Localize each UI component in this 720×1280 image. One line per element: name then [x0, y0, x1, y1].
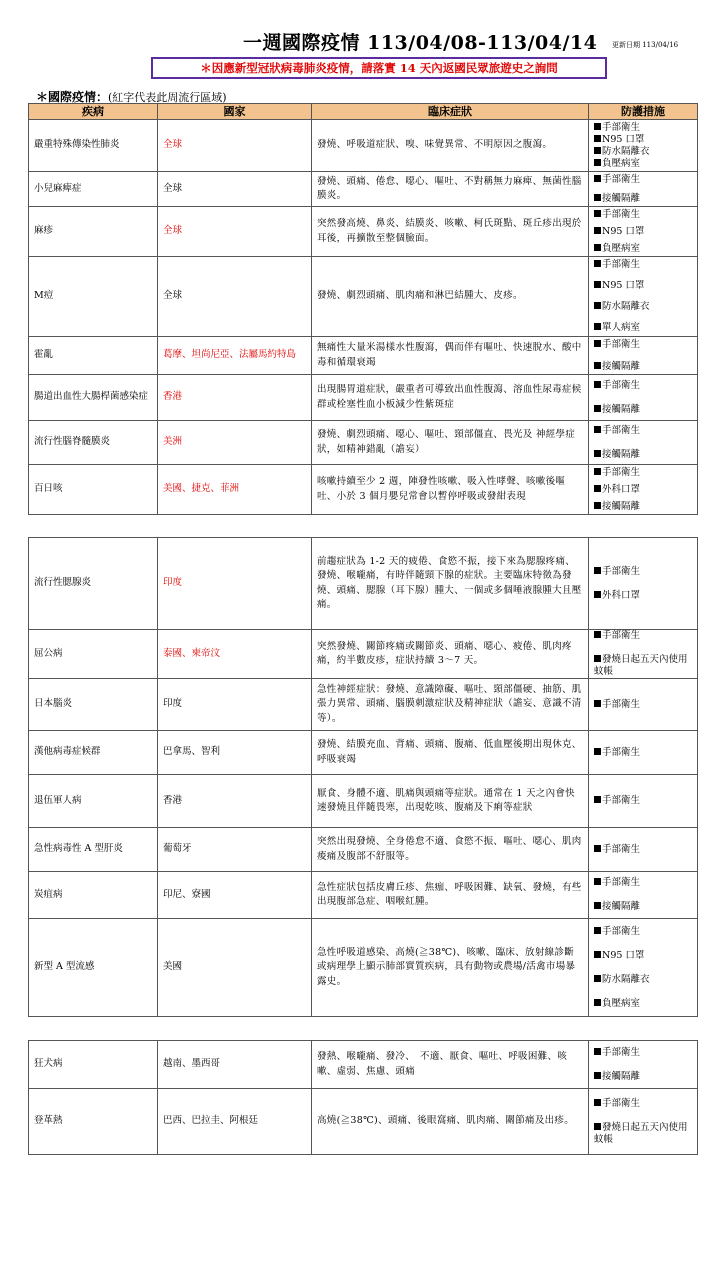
square-bullet-icon — [594, 362, 601, 369]
symptoms-cell: 發燒、劇烈頭痛、肌肉痛和淋巴結腫大、皮疹。 — [312, 257, 589, 337]
symptoms-cell: 發燒、呼吸道症狀、嗅、味覺異常、不明原因之腹瀉。 — [312, 120, 589, 172]
protection-label: 防水隔離衣 — [602, 145, 650, 157]
protection-cell — [589, 257, 698, 337]
table-row — [29, 630, 698, 679]
protection-label: 手部衛生 — [602, 1046, 641, 1058]
protection-label: 手部衛生 — [602, 379, 641, 391]
protection-item — [594, 1122, 692, 1146]
protection-item — [594, 974, 692, 986]
square-bullet-icon — [594, 405, 601, 412]
protection-item — [594, 1047, 692, 1059]
table-row — [29, 919, 698, 1017]
symptoms-cell: 高燒(≧38℃)、頭痛、後眼窩痛、肌肉痛、關節痛及出疹。 — [312, 1089, 589, 1155]
protection-cell — [589, 731, 698, 775]
symptoms-cell: 急性神經症狀：發燒、意識障礙、嘔吐、頸部僵硬、抽筋、肌張力異常、頭痛、腦膜刺激症狀及精神症狀（譫妄、意識不清等）。 — [312, 679, 589, 731]
protection-label: 負壓病室 — [602, 242, 641, 254]
protection-label: N95 口罩 — [602, 279, 645, 291]
protection-item — [594, 844, 692, 856]
disease-cell: 新型 A 型流感 — [29, 919, 158, 1017]
protection-item — [594, 501, 692, 513]
square-bullet-icon — [594, 951, 601, 958]
square-bullet-icon — [594, 194, 601, 201]
square-bullet-icon — [594, 1099, 601, 1106]
symptoms-cell: 前趨症狀為 1-2 天的疲倦、食慾不振，接下來為腮腺疼痛、發燒、喉嚨痛，有時伴隨頸下腺的症狀。主要臨床特徵為發燒、頭痛、腮腺（耳下腺）腫大、一個或多個唾液腺腫大且壓痛。 — [312, 538, 589, 630]
protection-cell — [589, 919, 698, 1017]
country-cell: 全球 — [158, 257, 312, 337]
table-row — [29, 828, 698, 872]
protection-label: 手部衛生 — [602, 746, 641, 758]
protection-cell — [589, 465, 698, 515]
country-cell: 香港 — [158, 375, 312, 421]
table-row — [29, 257, 698, 337]
protection-label: 防水隔離衣 — [602, 301, 650, 313]
symptoms-cell: 咳嗽持續至少 2 週，陣發性咳嗽、吸入性哮聲、咳嗽後嘔吐、小於 3 個月嬰兒常會以暫停呼吸或發紺表現 — [312, 465, 589, 515]
square-bullet-icon — [594, 450, 601, 457]
square-bullet-icon — [594, 567, 601, 574]
square-bullet-icon — [594, 631, 601, 638]
disease-cell: 炭疽病 — [29, 872, 158, 919]
table-row — [29, 207, 698, 257]
disease-cell: 流行性腦脊髓膜炎 — [29, 421, 158, 465]
protection-item — [594, 146, 692, 158]
protection-cell — [589, 872, 698, 919]
square-bullet-icon — [594, 260, 601, 267]
table-row — [29, 465, 698, 515]
table-row — [29, 538, 698, 630]
section-note: (紅字代表此周流行區域) — [108, 91, 227, 104]
protection-label: 手部衛生 — [602, 843, 641, 855]
protection-cell — [589, 1089, 698, 1155]
country-cell: 葛摩、坦尚尼亞、法屬馬約特島 — [158, 337, 312, 375]
protection-label: 發燒日起五天內使用蚊帳 — [594, 1121, 688, 1145]
square-bullet-icon — [594, 748, 601, 755]
table-row — [29, 679, 698, 731]
square-bullet-icon — [594, 591, 601, 598]
disease-cell: 登革熱 — [29, 1089, 158, 1155]
header-symptoms: 臨床症狀 — [312, 104, 589, 120]
symptoms-cell: 突然出現發燒、全身倦怠不適、食慾不振、嘔吐、噁心、肌肉痠痛及腹部不舒服等。 — [312, 828, 589, 872]
protection-item — [594, 193, 692, 205]
protection-label: N95 口罩 — [602, 133, 645, 145]
square-bullet-icon — [594, 502, 601, 509]
header-protection: 防護措施 — [589, 104, 698, 120]
protection-item — [594, 998, 692, 1010]
symptoms-cell: 發燒、劇烈頭痛、噁心、嘔吐、頸部僵直、畏光及 神經學症狀，如精神錯亂（譫妄） — [312, 421, 589, 465]
table-row — [29, 421, 698, 465]
square-bullet-icon — [594, 902, 601, 909]
section-title: ＊國際疫情： — [36, 90, 109, 104]
protection-label: 接觸隔離 — [602, 500, 641, 512]
protection-item — [594, 484, 692, 496]
protection-label: 外科口罩 — [602, 483, 641, 495]
protection-label: 手部衛生 — [602, 630, 641, 641]
protection-item — [594, 122, 692, 134]
country-cell: 葡萄牙 — [158, 828, 312, 872]
square-bullet-icon — [594, 340, 601, 347]
protection-item — [594, 322, 692, 334]
protection-label: 防水隔離衣 — [602, 973, 650, 985]
protection-cell — [589, 207, 698, 257]
protection-item — [594, 795, 692, 807]
square-bullet-icon — [594, 210, 601, 217]
protection-label: 手部衛生 — [602, 698, 641, 710]
protection-cell — [589, 828, 698, 872]
table-row — [29, 172, 698, 207]
square-bullet-icon — [594, 159, 601, 166]
protection-item — [594, 747, 692, 759]
protection-item — [594, 380, 692, 392]
disease-cell: 腸道出血性大腸桿菌感染症 — [29, 375, 158, 421]
disease-cell: 霍亂 — [29, 337, 158, 375]
symptoms-cell: 突然發燒、關節疼痛或關節炎、頭痛、噁心、疲倦、肌肉疼痛，約半數皮疹，症狀持續 3～7 天。 — [312, 630, 589, 679]
protection-label: N95 口罩 — [602, 225, 645, 237]
country-cell: 美洲 — [158, 421, 312, 465]
table-row — [29, 1041, 698, 1089]
protection-item — [594, 630, 692, 642]
protection-label: 手部衛生 — [602, 466, 641, 478]
disease-cell: M痘 — [29, 257, 158, 337]
square-bullet-icon — [594, 381, 601, 388]
protection-item — [594, 950, 692, 962]
table-row — [29, 731, 698, 775]
protection-item — [594, 361, 692, 373]
square-bullet-icon — [594, 123, 601, 130]
protection-item — [594, 449, 692, 461]
protection-label: 手部衛生 — [602, 424, 641, 436]
protection-label: 手部衛生 — [602, 121, 641, 133]
country-cell: 美國 — [158, 919, 312, 1017]
symptoms-cell: 出現腸胃道症狀，嚴重者可導致出血性腹瀉、溶血性尿毒症候 群或栓塞性血小板減少性紫斑症 — [312, 375, 589, 421]
update-date: 更新日期 113/04/16 — [612, 41, 679, 49]
square-bullet-icon — [594, 323, 601, 330]
disease-cell: 漢他病毒症候群 — [29, 731, 158, 775]
epidemic-table-3 — [28, 1040, 698, 1155]
protection-label: 手部衛生 — [602, 1097, 641, 1109]
protection-label: 手部衛生 — [602, 565, 641, 577]
square-bullet-icon — [594, 878, 601, 885]
country-cell: 越南、墨西哥 — [158, 1041, 312, 1089]
protection-label: 接觸隔離 — [602, 448, 641, 460]
protection-label: 外科口罩 — [602, 589, 641, 601]
protection-item — [594, 566, 692, 578]
protection-label: 接觸隔離 — [602, 192, 641, 204]
disease-cell: 嚴重特殊傳染性肺炎 — [29, 120, 158, 172]
protection-item — [594, 877, 692, 889]
country-cell: 泰國、柬帝汶 — [158, 630, 312, 679]
protection-item — [594, 301, 692, 313]
square-bullet-icon — [594, 1123, 601, 1130]
country-cell: 印度 — [158, 679, 312, 731]
protection-label: 手部衛生 — [602, 877, 641, 888]
protection-cell — [589, 120, 698, 172]
symptoms-cell: 急性症狀包括皮膚丘疹、焦痂、呼吸困難、缺氧、發燒，有些出現腹部急症、咽喉紅腫。 — [312, 872, 589, 919]
country-cell: 巴西、巴拉圭、阿根廷 — [158, 1089, 312, 1155]
symptoms-cell: 突然發高燒、鼻炎、結膜炎、咳嗽、柯氏斑點、斑丘疹出現於耳後，再擴散至整個臉面。 — [312, 207, 589, 257]
table-row — [29, 337, 698, 375]
protection-item — [594, 226, 692, 238]
protection-cell — [589, 630, 698, 679]
table-row — [29, 120, 698, 172]
protection-label: 接觸隔離 — [602, 1070, 641, 1082]
square-bullet-icon — [594, 147, 601, 154]
square-bullet-icon — [594, 999, 601, 1006]
protection-label: 手部衛生 — [602, 208, 641, 220]
disease-cell: 麻疹 — [29, 207, 158, 257]
protection-cell — [589, 375, 698, 421]
square-bullet-icon — [594, 927, 601, 934]
square-bullet-icon — [594, 135, 601, 142]
square-bullet-icon — [594, 281, 601, 288]
table-row — [29, 775, 698, 828]
protection-label: N95 口罩 — [602, 949, 645, 961]
protection-item — [594, 654, 692, 678]
protection-item — [594, 467, 692, 479]
table-row — [29, 872, 698, 919]
notice-banner: ＊因應新型冠狀病毒肺炎疫情，請落實 14 天內返國民眾旅遊史之詢問 — [151, 57, 607, 79]
square-bullet-icon — [594, 175, 601, 182]
protection-item — [594, 1071, 692, 1083]
disease-cell: 屈公病 — [29, 630, 158, 679]
protection-cell — [589, 679, 698, 731]
square-bullet-icon — [594, 845, 601, 852]
symptoms-cell: 發燒、結膜充血、背痛、頭痛、腹痛、低血壓後期出現休克、呼吸衰竭 — [312, 731, 589, 775]
protection-item — [594, 901, 692, 913]
protection-cell — [589, 421, 698, 465]
protection-item — [594, 134, 692, 146]
protection-cell — [589, 775, 698, 828]
protection-label: 單人病室 — [602, 322, 641, 334]
square-bullet-icon — [594, 655, 601, 662]
disease-cell: 日本腦炎 — [29, 679, 158, 731]
country-cell: 全球 — [158, 207, 312, 257]
protection-cell — [589, 172, 698, 207]
header-disease: 疾病 — [29, 104, 158, 120]
protection-label: 手部衛生 — [602, 338, 641, 350]
symptoms-cell: 發燒、頭痛、倦怠、噁心、嘔吐、不對稱無力麻痺、無菌性腦膜炎。 — [312, 172, 589, 207]
protection-item — [594, 243, 692, 255]
symptoms-cell: 無痛性大量米湯樣水性腹瀉，偶而伴有嘔吐、快速脫水、酸中毒和循環衰竭 — [312, 337, 589, 375]
protection-label: 手部衛生 — [602, 925, 641, 937]
disease-cell: 百日咳 — [29, 465, 158, 515]
square-bullet-icon — [594, 796, 601, 803]
header-country: 國家 — [158, 104, 312, 120]
square-bullet-icon — [594, 1072, 601, 1079]
square-bullet-icon — [594, 426, 601, 433]
square-bullet-icon — [594, 302, 601, 309]
protection-cell — [589, 1041, 698, 1089]
square-bullet-icon — [594, 485, 601, 492]
country-cell: 巴拿馬、智利 — [158, 731, 312, 775]
country-cell: 美國、捷克、菲洲 — [158, 465, 312, 515]
country-cell: 全球 — [158, 172, 312, 207]
disease-cell: 小兒麻痺症 — [29, 172, 158, 207]
symptoms-cell: 急性呼吸道感染、高燒(≧38℃)、咳嗽、臨床、放射線診斷或病理學上顯示肺部實質疾病，具有動物或農場/活禽市場暴露史。 — [312, 919, 589, 1017]
disease-cell: 退伍軍人病 — [29, 775, 158, 828]
square-bullet-icon — [594, 700, 601, 707]
protection-label: 手部衛生 — [602, 258, 641, 270]
symptoms-cell: 厭食、身體不適、肌痛與頭痛等症狀。通常在 1 天之內會快速發燒且伴隨畏寒，出現乾咳、腹痛及下痢等症狀 — [312, 775, 589, 828]
square-bullet-icon — [594, 468, 601, 475]
protection-item — [594, 158, 692, 170]
square-bullet-icon — [594, 1048, 601, 1055]
protection-label: 手部衛生 — [602, 795, 641, 806]
protection-label: 發燒日起五天內使用蚊帳 — [594, 654, 688, 677]
protection-item — [594, 174, 692, 186]
protection-label: 手部衛生 — [602, 173, 641, 185]
square-bullet-icon — [594, 244, 601, 251]
protection-item — [594, 926, 692, 938]
protection-item — [594, 425, 692, 437]
protection-item — [594, 280, 692, 292]
country-cell: 香港 — [158, 775, 312, 828]
square-bullet-icon — [594, 227, 601, 234]
disease-cell: 狂犬病 — [29, 1041, 158, 1089]
table-row — [29, 375, 698, 421]
country-cell: 印度 — [158, 538, 312, 630]
protection-item — [594, 404, 692, 416]
protection-label: 負壓病室 — [602, 997, 641, 1009]
epidemic-table-1 — [28, 103, 698, 515]
protection-item — [594, 259, 692, 271]
page-title: 一週國際疫情 113/04/08-113/04/14 — [243, 32, 598, 54]
protection-item — [594, 339, 692, 351]
protection-cell — [589, 337, 698, 375]
square-bullet-icon — [594, 975, 601, 982]
protection-item — [594, 699, 692, 711]
protection-cell — [589, 538, 698, 630]
disease-cell: 急性病毒性 A 型肝炎 — [29, 828, 158, 872]
symptoms-cell: 發熱、喉嚨痛、發冷、 不適、厭食、嘔吐、呼吸困難、咳嗽、虛弱、焦慮、頭痛 — [312, 1041, 589, 1089]
protection-item — [594, 590, 692, 602]
protection-item — [594, 209, 692, 221]
country-cell: 印尼、寮國 — [158, 872, 312, 919]
protection-label: 接觸隔離 — [602, 360, 641, 372]
protection-label: 接觸隔離 — [602, 901, 641, 912]
protection-label: 接觸隔離 — [602, 403, 641, 415]
epidemic-table-2 — [28, 537, 698, 1017]
protection-label: 負壓病室 — [602, 157, 641, 169]
table-row — [29, 1089, 698, 1155]
country-cell: 全球 — [158, 120, 312, 172]
table-header-row — [29, 104, 698, 120]
protection-item — [594, 1098, 692, 1110]
disease-cell: 流行性腮腺炎 — [29, 538, 158, 630]
